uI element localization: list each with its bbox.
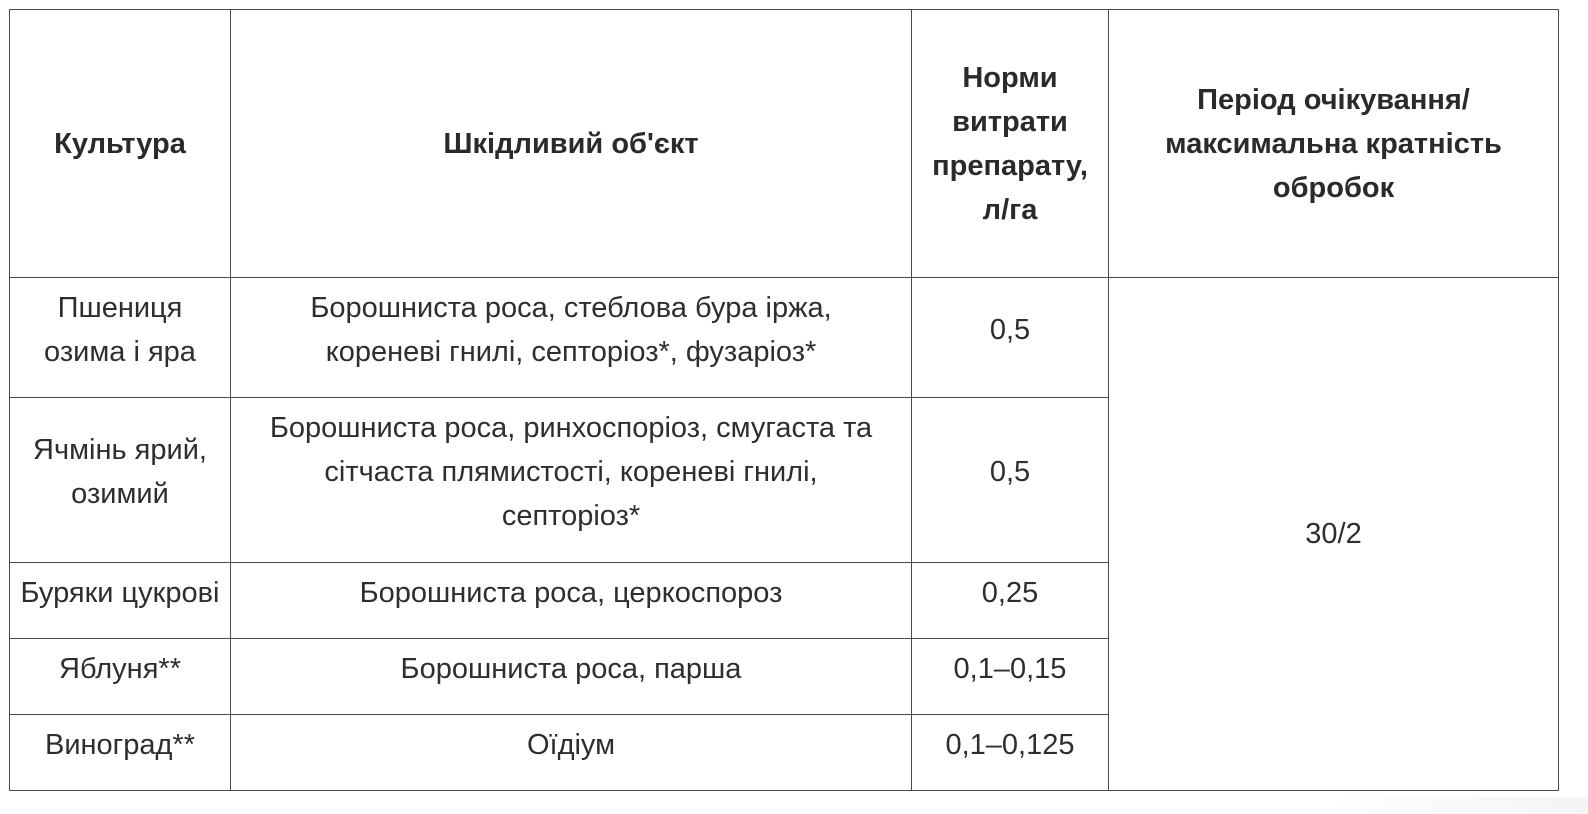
fungicide-norms-table xyxy=(9,9,1559,791)
pest-line: сітчаста плямистості, кореневі гнилі, xyxy=(324,456,818,488)
norm-cell xyxy=(912,639,1109,715)
norm-cell xyxy=(912,278,1109,398)
pest-line: Борошниста роса, ринхоспоріоз, смугаста та xyxy=(269,412,873,444)
norm-cell xyxy=(912,398,1109,563)
header-norm-line: витрати xyxy=(952,105,1068,138)
crop-cell xyxy=(10,398,231,563)
period-value: 30/2 xyxy=(1305,518,1362,550)
header-period-line: Період очікування/ xyxy=(1197,83,1470,116)
norm-cell xyxy=(912,563,1109,639)
pest-cell xyxy=(231,563,912,639)
crop-line: Пшениця xyxy=(57,291,183,324)
pest-cell xyxy=(231,398,912,563)
pest-line: кореневі гнилі, септоріоз*, фузаріоз* xyxy=(325,335,817,368)
table-body xyxy=(10,278,1559,791)
norm-value: 0,5 xyxy=(989,313,1031,346)
header-row xyxy=(10,10,1559,278)
header-period-line: максимальна кратність xyxy=(1165,127,1502,160)
pest-line: Борошниста роса, парша xyxy=(400,652,742,685)
norm-value: 0,1–0,15 xyxy=(953,652,1067,685)
page-bottom-fade xyxy=(1328,797,1588,814)
crop-cell xyxy=(10,715,231,791)
norm-value: 0,1–0,125 xyxy=(945,728,1075,761)
header-period xyxy=(1109,10,1559,278)
pest-cell xyxy=(231,639,912,715)
header-norm-line: Норми xyxy=(962,61,1058,94)
crop-cell xyxy=(10,639,231,715)
norm-cell xyxy=(912,715,1109,791)
header-pest-label: Шкідливий об'єкт xyxy=(443,127,699,160)
header-norm-line: л/га xyxy=(982,193,1038,226)
crop-line: Яблуня** xyxy=(59,652,181,685)
pest-cell xyxy=(231,715,912,791)
pest-line: Борошниста роса, церкоспороз xyxy=(359,576,783,609)
header-norm xyxy=(912,10,1109,278)
pest-line: Борошниста роса, стеблова бура іржа, xyxy=(310,291,832,324)
crop-line: Виноград** xyxy=(44,728,195,761)
crop-line: озима і яра xyxy=(44,335,196,368)
norm-value: 0,25 xyxy=(981,576,1039,609)
period-cell xyxy=(1109,278,1559,791)
crop-cell xyxy=(10,563,231,639)
crop-line: Ячмінь ярий, xyxy=(33,434,207,466)
crop-cell xyxy=(10,278,231,398)
crop-line: Буряки цукрові xyxy=(20,576,220,609)
table-header xyxy=(10,10,1559,278)
header-crop-label: Культура xyxy=(54,127,186,160)
pest-line: Оїдіум xyxy=(526,728,616,761)
table-row xyxy=(10,278,1559,398)
norm-value: 0,5 xyxy=(989,456,1031,488)
header-period-line: обробок xyxy=(1272,171,1395,204)
header-crop xyxy=(10,10,231,278)
pest-line: септоріоз* xyxy=(501,500,641,532)
header-pest xyxy=(231,10,912,278)
header-norm-line: препарату, xyxy=(932,149,1088,182)
pest-cell xyxy=(231,278,912,398)
crop-line: озимий xyxy=(71,478,169,510)
